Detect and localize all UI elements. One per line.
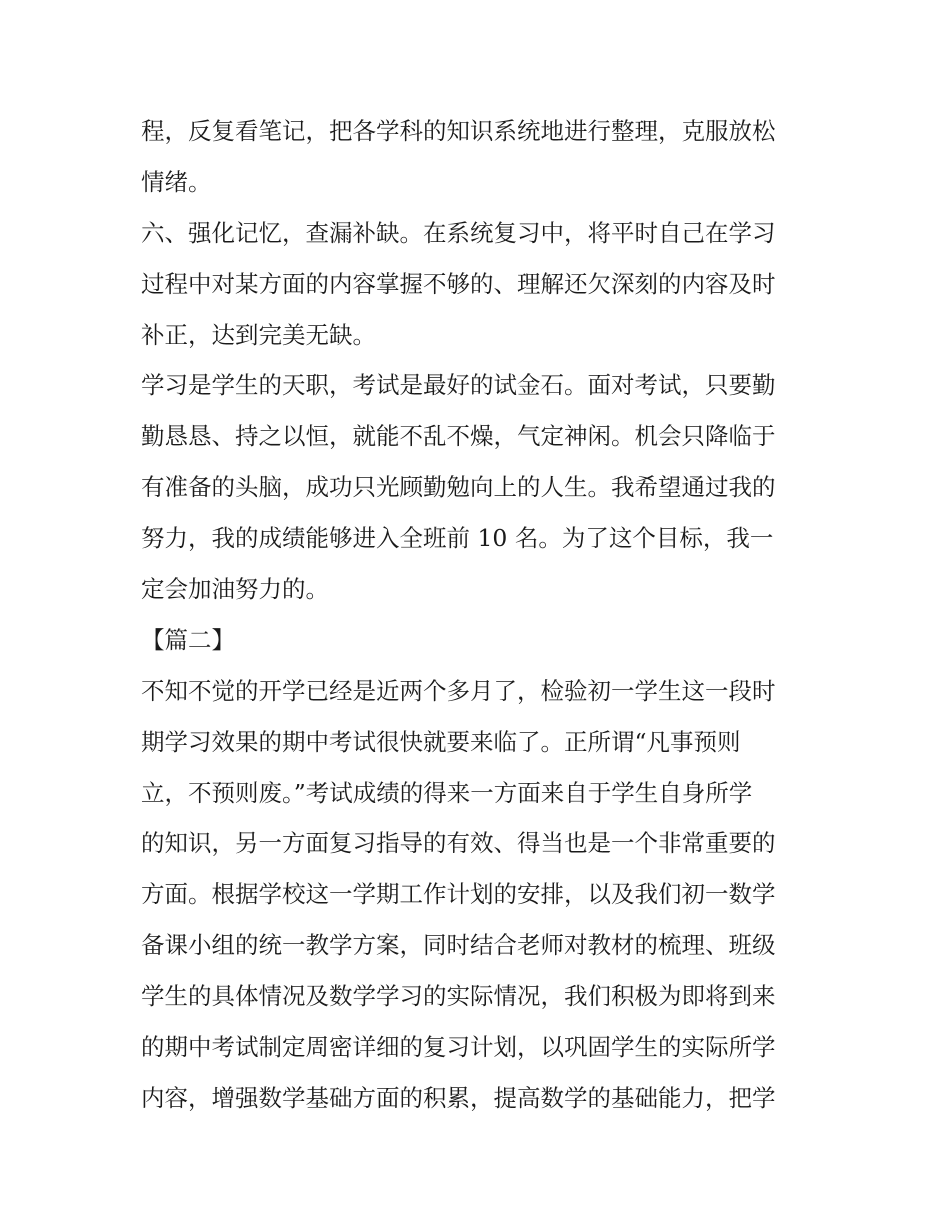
text-line: 学生的具体情况及数学学习的实际情况，我们积极为即将到来 [141, 982, 776, 1011]
text-line: 立，不预则废。”考试成绩的得来一方面来自于学生自身所学 [141, 778, 753, 807]
text-line: 备课小组的统一教学方案，同时结合老师对教材的梳理、班级 [141, 931, 776, 960]
text-line: 内容，增强数学基础方面的积累，提高数学的基础能力，把学 [141, 1083, 776, 1112]
text-line: 有准备的头脑，成功只光顾勤勉向上的人生。我希望通过我的 [141, 473, 776, 502]
text-line: 努力，我的成绩能够进入全班前 10 名。为了这个目标，我一 [141, 524, 774, 553]
text-line: 学习是学生的天职，考试是最好的试金石。面对考试，只要勤 [141, 371, 776, 400]
text-line: 程，反复看笔记，把各学科的知识系统地进行整理，克服放松 [141, 117, 776, 145]
section-heading: 【篇二】 [141, 625, 235, 654]
text-line: 情绪。 [141, 167, 212, 196]
text-line: 的知识，另一方面复习指导的有效、得当也是一个非常重要的 [141, 829, 776, 858]
text-line: 勤恳恳、持之以恒，就能不乱不燥，气定神闲。机会只降临于 [141, 422, 776, 451]
document-body [141, 106, 821, 1124]
text-line: 补正，达到完美无缺。 [141, 320, 376, 349]
text-line: 定会加油努力的。 [141, 575, 329, 604]
text-line: 六、强化记忆，查漏补缺。在系统复习中，将平时自己在学习 [141, 218, 776, 247]
text-line: 不知不觉的开学已经是近两个多月了，检验初一学生这一段时 [141, 676, 776, 705]
text-line: 的期中考试制定周密详细的复习计划，以巩固学生的实际所学 [141, 1033, 776, 1062]
text-line: 期学习效果的期中考试很快就要来临了。正所谓“凡事预则 [141, 727, 741, 756]
text-line: 方面。根据学校这一学期工作计划的安排，以及我们初一数学 [141, 880, 776, 909]
text-line: 过程中对某方面的内容掌握不够的、理解还欠深刻的内容及时 [141, 269, 776, 298]
